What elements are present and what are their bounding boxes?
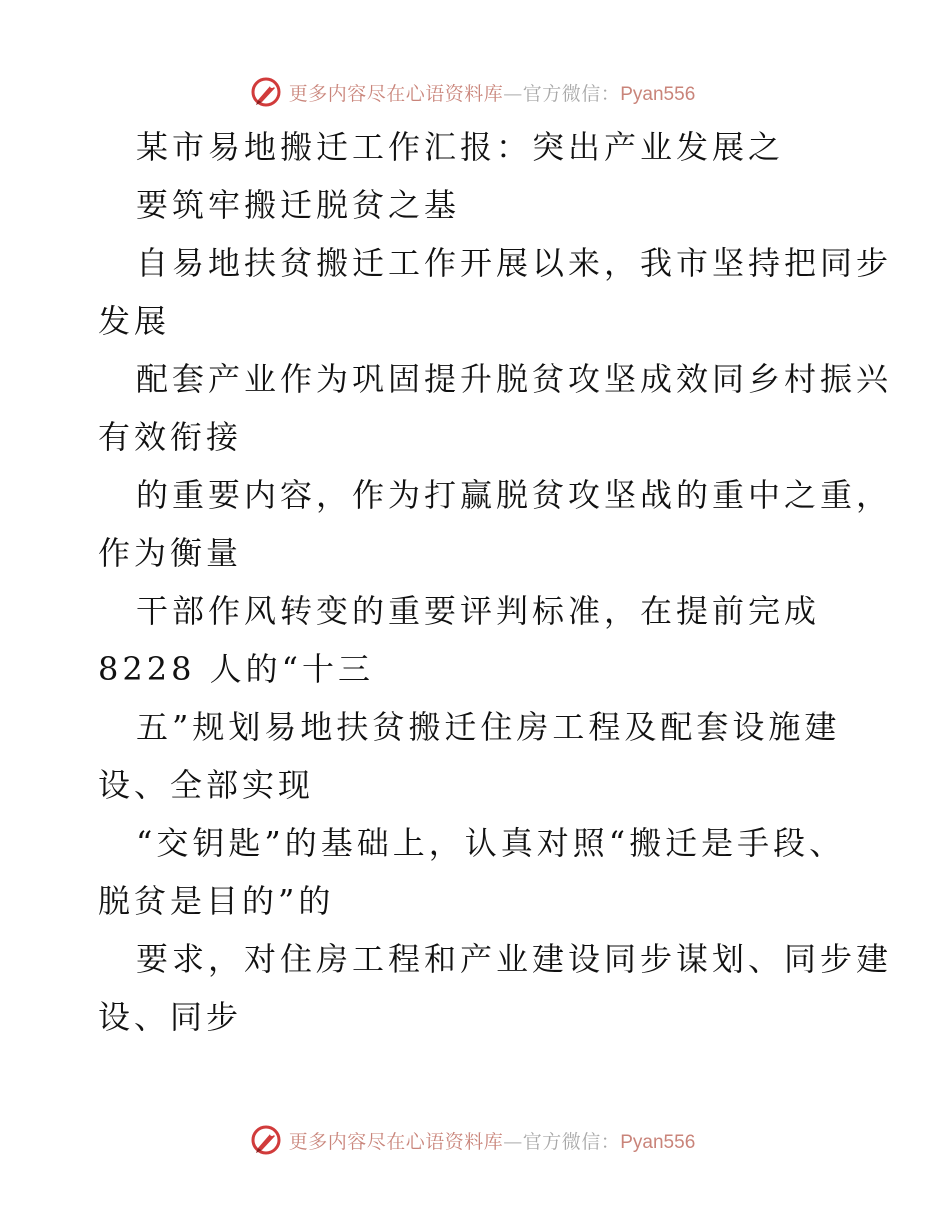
watermark-main: 更多内容尽在心语资料库 — [288, 1130, 504, 1153]
doc-line: 设、同步 — [98, 998, 243, 1036]
doc-line: 的重要内容，作为打赢脱贫攻坚战的重中之重， — [136, 476, 893, 514]
watermark-dash: — — [503, 1130, 523, 1153]
watermark-main: 更多内容尽在心语资料库 — [288, 82, 504, 105]
watermark-id: Pyan556 — [620, 83, 696, 105]
watermark-official: 官方微信： — [522, 1130, 621, 1153]
watermark-dash: — — [503, 82, 523, 105]
header-watermark — [0, 72, 950, 112]
doc-line: 五”规划易地扶贫搬迁住房工程及配套设施建 — [136, 708, 841, 746]
doc-line: 作为衡量 — [98, 534, 243, 572]
doc-line: 要求，对住房工程和产业建设同步谋划、同步建 — [136, 940, 893, 978]
pen-logo-icon — [249, 1123, 283, 1157]
doc-line: 8228 人的“十三 — [98, 650, 374, 688]
watermark-id: Pyan556 — [620, 1131, 696, 1153]
watermark-official: 官方微信： — [522, 82, 621, 105]
watermark-text — [289, 79, 696, 106]
doc-line: “交钥匙”的基础上，认真对照“搬迁是手段、 — [136, 824, 846, 862]
watermark-text — [289, 1127, 696, 1154]
doc-line: 自易地扶贫搬迁工作开展以来，我市坚持把同步 — [136, 244, 893, 282]
doc-line: 要筑牢搬迁脱贫之基 — [136, 186, 461, 224]
doc-line: 有效衔接 — [98, 418, 243, 456]
doc-line: 脱贫是目的”的 — [98, 882, 335, 920]
doc-line: 干部作风转变的重要评判标准，在提前完成 — [136, 592, 821, 630]
doc-line: 发展 — [98, 302, 171, 340]
doc-line: 某市易地搬迁工作汇报：突出产业发展之 — [136, 128, 785, 166]
document-body — [98, 118, 893, 1046]
doc-line: 配套产业作为巩固提升脱贫攻坚成效同乡村振兴 — [136, 360, 893, 398]
watermark-group — [249, 1123, 696, 1157]
watermark-group — [249, 75, 696, 109]
pen-logo-icon — [249, 75, 283, 109]
doc-line: 设、全部实现 — [98, 766, 315, 804]
footer-watermark — [0, 1120, 950, 1160]
